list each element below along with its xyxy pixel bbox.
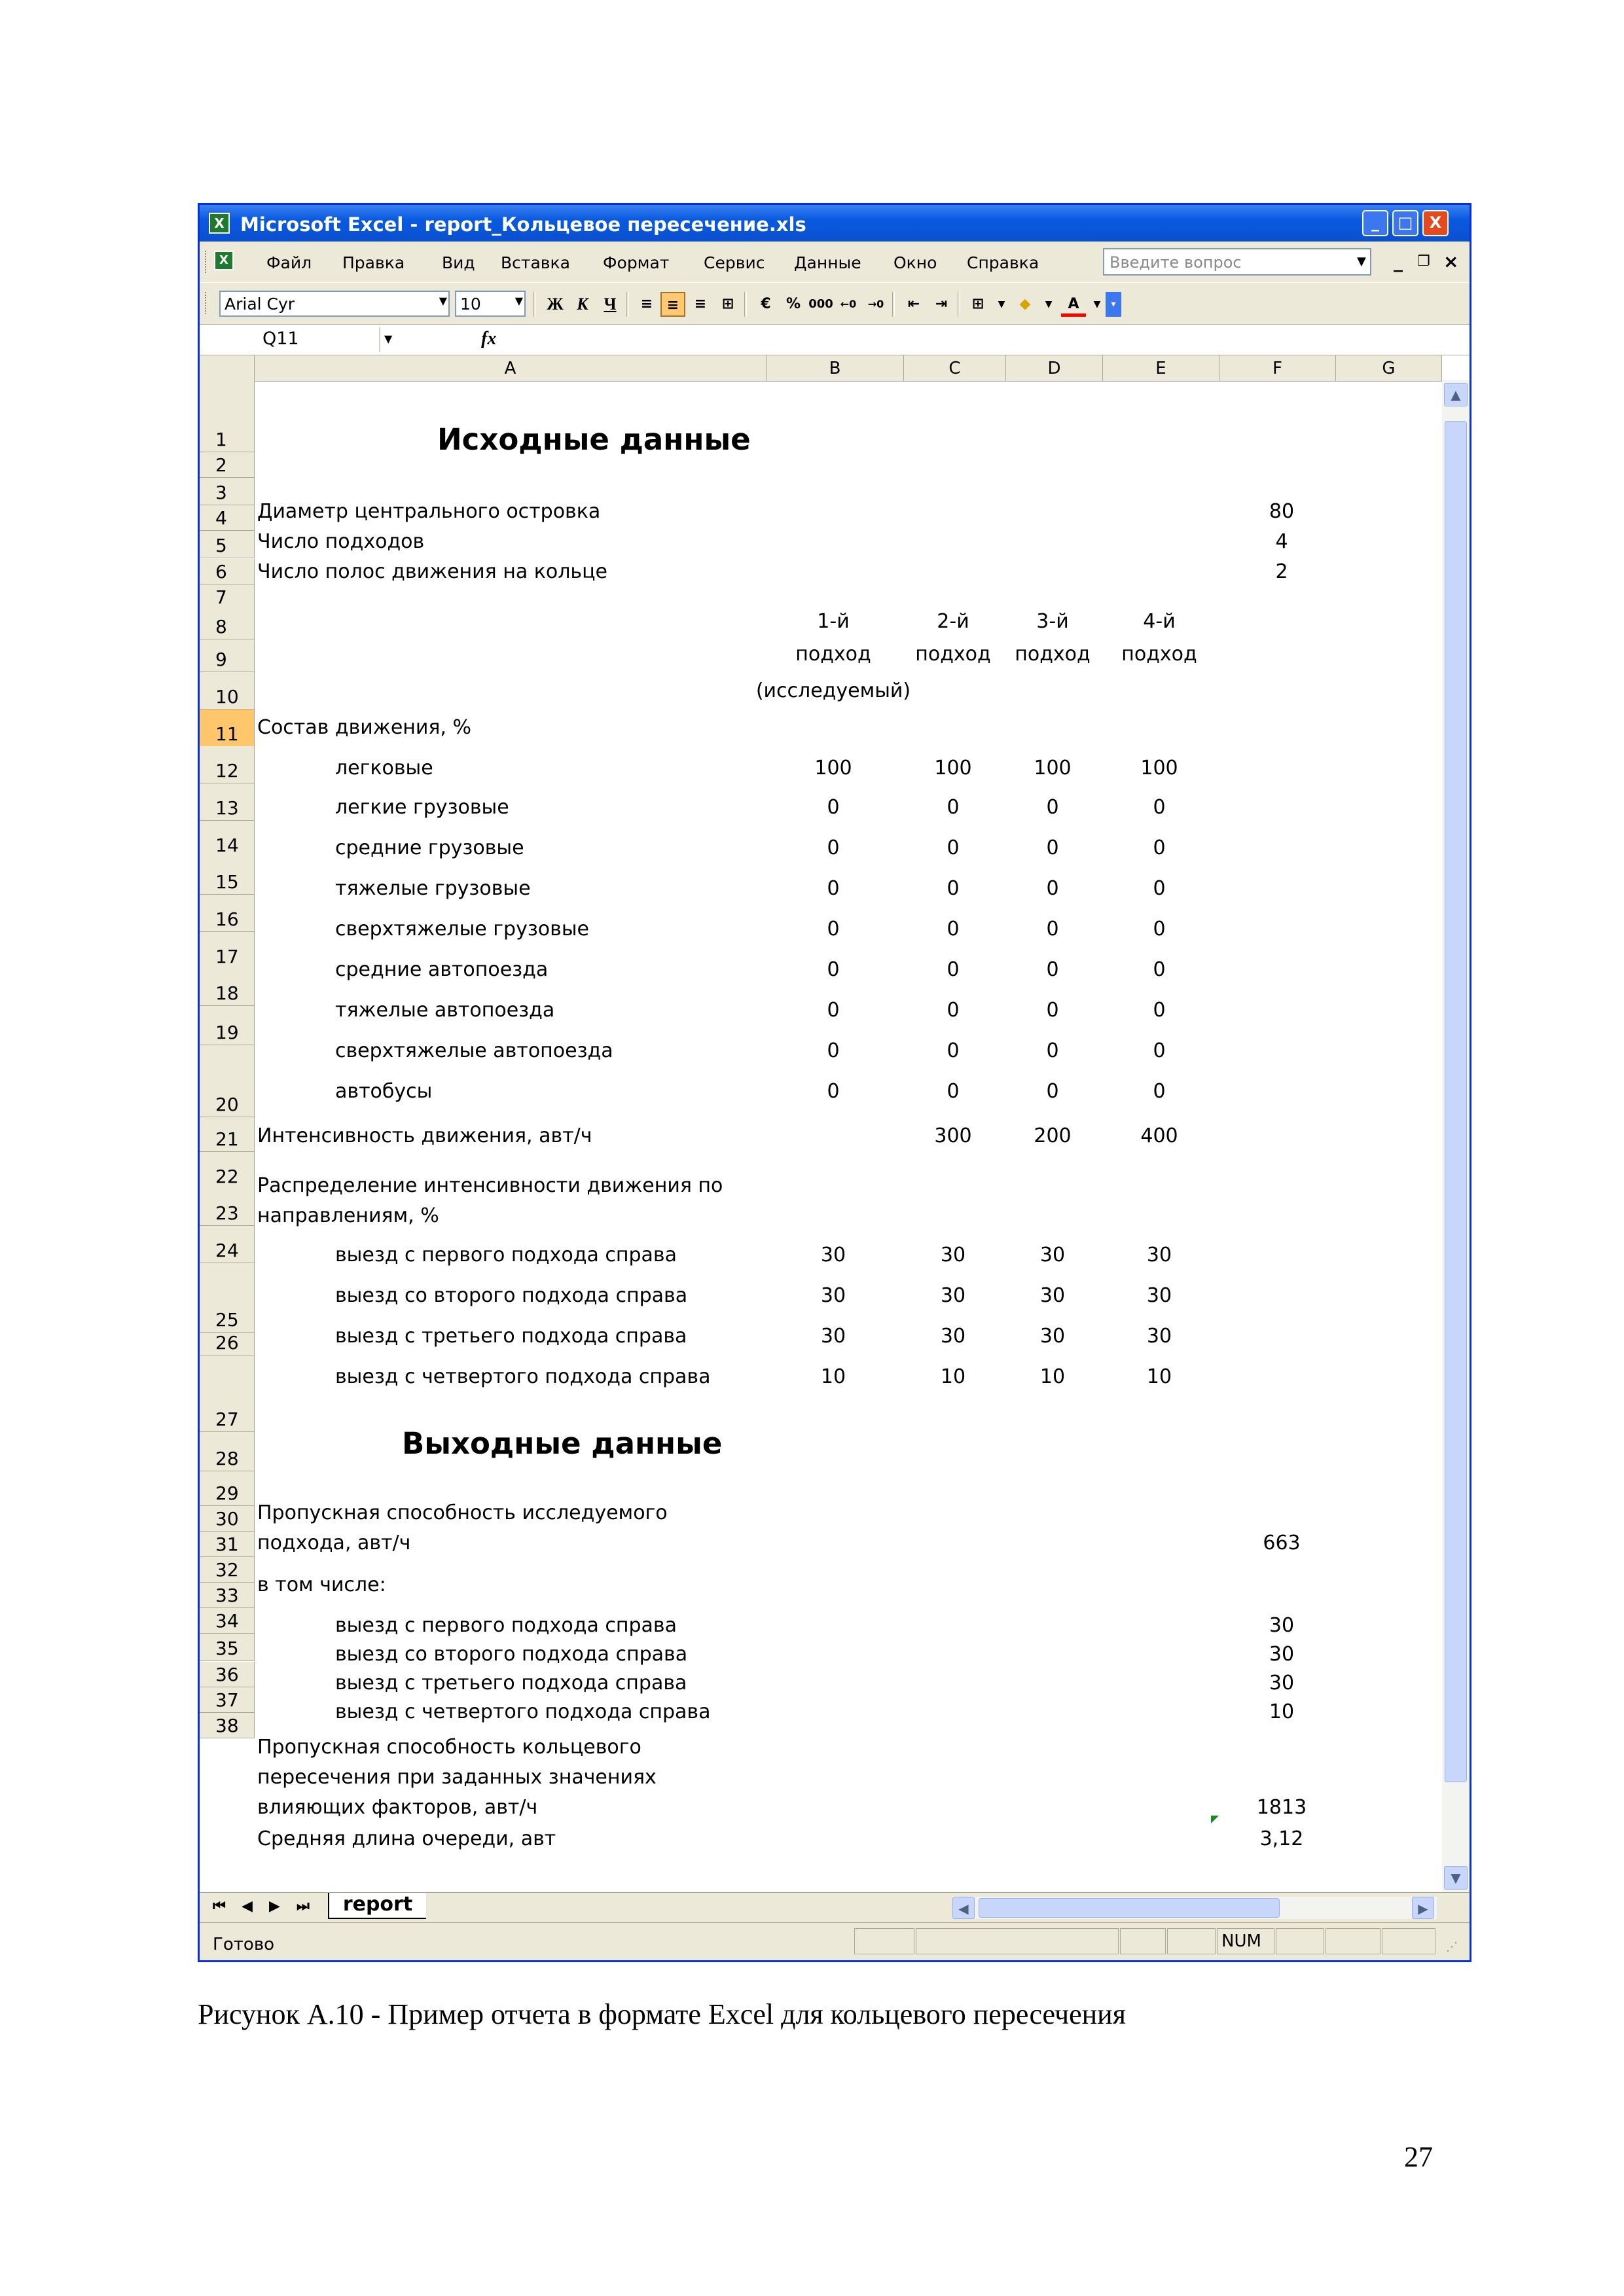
formula-bar bbox=[200, 324, 1470, 355]
row-header[interactable]: 5 bbox=[200, 531, 255, 558]
capacity-value: 663 bbox=[1263, 1532, 1301, 1554]
exit-row-label: выезд с третьего подхода справа bbox=[335, 1672, 687, 1695]
ring-capacity-label: пересечения при заданных значениях bbox=[257, 1766, 657, 1789]
composition-row-label: сверхтяжелые автопоезда bbox=[335, 1039, 613, 1062]
decrease-indent-icon[interactable]: ⇤ bbox=[907, 296, 920, 312]
menu-edit[interactable]: Правка bbox=[342, 253, 405, 272]
scroll-down-button[interactable]: ▼ bbox=[1444, 1866, 1468, 1890]
composition-value: 0 bbox=[1153, 918, 1166, 941]
row-header[interactable]: 32 bbox=[200, 1557, 255, 1583]
error-indicator-icon bbox=[1211, 1816, 1219, 1823]
composition-value: 0 bbox=[827, 796, 840, 819]
chevron-down-icon[interactable]: ▼ bbox=[1357, 255, 1366, 268]
composition-value: 0 bbox=[1046, 877, 1059, 900]
status-panel bbox=[1326, 1928, 1380, 1954]
approach-header: (исследуемый) bbox=[755, 679, 911, 702]
chevron-down-icon[interactable]: ▼ bbox=[998, 299, 1005, 310]
chevron-down-icon[interactable]: ▼ bbox=[439, 295, 447, 307]
param-value: 80 bbox=[1269, 500, 1295, 523]
row-header[interactable]: 23 bbox=[200, 1189, 255, 1226]
direction-value: 30 bbox=[940, 1284, 966, 1307]
composition-value: 0 bbox=[1153, 958, 1166, 981]
composition-value: 0 bbox=[947, 877, 960, 900]
direction-value: 10 bbox=[940, 1365, 966, 1388]
row-header[interactable]: 6 bbox=[200, 559, 255, 584]
composition-value: 0 bbox=[1153, 836, 1166, 859]
menu-data[interactable]: Данные bbox=[794, 253, 861, 272]
row-header[interactable]: 30 bbox=[200, 1506, 255, 1532]
row-header[interactable]: 24 bbox=[200, 1226, 255, 1263]
direction-value: 30 bbox=[820, 1244, 846, 1266]
direction-value: 30 bbox=[1039, 1244, 1066, 1266]
column-header-c[interactable]: C bbox=[904, 355, 1006, 382]
menu-insert[interactable]: Вставка bbox=[501, 253, 570, 272]
direction-row-label: выезд с третьего подхода справа bbox=[335, 1325, 687, 1348]
row-header[interactable]: 8 bbox=[200, 609, 255, 639]
row-header[interactable]: 31 bbox=[200, 1532, 255, 1557]
approach-header: подход bbox=[915, 643, 991, 666]
menu-view[interactable]: Вид bbox=[442, 253, 475, 272]
fill-color-icon[interactable]: ◆ bbox=[1019, 296, 1031, 312]
sheet-tab-report[interactable]: report bbox=[328, 1893, 426, 1919]
exit-row-label: выезд с первого подхода справа bbox=[335, 1614, 677, 1637]
underline-button[interactable]: Ч bbox=[604, 295, 617, 314]
composition-value: 0 bbox=[1046, 999, 1059, 1022]
exit-row-label: выезд со второго подхода справа bbox=[335, 1643, 688, 1666]
name-box[interactable]: Q11 bbox=[202, 327, 380, 352]
menu-window[interactable]: Окно bbox=[893, 253, 937, 272]
ring-capacity-label: Пропускная способность кольцевого bbox=[257, 1736, 641, 1759]
toolbar-separator bbox=[626, 292, 629, 317]
including-label: в том числе: bbox=[257, 1573, 386, 1596]
row-header[interactable]: 13 bbox=[200, 783, 255, 821]
direction-row-label: выезд с четвертого подхода справа bbox=[335, 1365, 711, 1388]
align-center-icon[interactable]: ≡ bbox=[660, 292, 685, 317]
align-left-icon[interactable]: ≡ bbox=[640, 296, 653, 312]
first-sheet-icon[interactable]: ⏮ bbox=[213, 1898, 226, 1914]
row-header[interactable]: 18 bbox=[200, 969, 255, 1006]
row-header[interactable]: 10 bbox=[200, 672, 255, 709]
chevron-down-icon[interactable]: ▼ bbox=[1045, 299, 1053, 310]
row-header[interactable]: 17 bbox=[200, 932, 255, 969]
exit-row-value: 30 bbox=[1269, 1614, 1295, 1637]
composition-value: 0 bbox=[1153, 796, 1166, 819]
column-header-g[interactable]: G bbox=[1336, 355, 1442, 382]
composition-row-label: средние грузовые bbox=[335, 836, 524, 859]
approach-header: подход bbox=[1121, 643, 1197, 666]
approach-header: подход bbox=[1015, 643, 1091, 666]
workbook-close-button[interactable]: × bbox=[1443, 251, 1459, 272]
param-label: Диаметр центрального островка bbox=[257, 500, 601, 523]
composition-value: 0 bbox=[947, 836, 960, 859]
composition-value: 0 bbox=[947, 1080, 960, 1103]
composition-value: 100 bbox=[1034, 757, 1072, 780]
status-panel bbox=[1120, 1928, 1166, 1954]
composition-label: Состав движения, % bbox=[257, 716, 472, 739]
font-size-select[interactable] bbox=[455, 291, 526, 317]
window-title: Microsoft Excel - report_Кольцевое пересечение.xls bbox=[240, 213, 806, 236]
composition-value: 0 bbox=[1046, 836, 1059, 859]
exit-row-value: 10 bbox=[1269, 1700, 1295, 1723]
font-color-button[interactable]: A bbox=[1061, 292, 1086, 317]
chevron-down-icon[interactable]: ▼ bbox=[384, 332, 393, 345]
queue-value: 3,12 bbox=[1259, 1827, 1304, 1850]
direction-value: 30 bbox=[820, 1284, 846, 1307]
direction-value: 10 bbox=[1146, 1365, 1172, 1388]
percent-button[interactable]: % bbox=[785, 296, 801, 312]
column-header-b[interactable]: B bbox=[767, 355, 904, 382]
row-header[interactable]: 3 bbox=[200, 478, 255, 505]
composition-value: 100 bbox=[934, 757, 972, 780]
composition-value: 0 bbox=[947, 796, 960, 819]
menu-format[interactable]: Формат bbox=[603, 253, 670, 272]
scroll-up-button[interactable]: ▲ bbox=[1444, 383, 1468, 406]
composition-value: 0 bbox=[1046, 1080, 1059, 1103]
approach-header: 1-й bbox=[817, 610, 850, 633]
composition-value: 0 bbox=[1153, 877, 1166, 900]
status-ready: Готово bbox=[213, 1935, 275, 1954]
composition-value: 0 bbox=[947, 918, 960, 941]
page-number: 27 bbox=[1404, 2141, 1433, 2173]
composition-value: 0 bbox=[947, 1039, 960, 1062]
direction-row-label: выезд со второго подхода справа bbox=[335, 1284, 688, 1307]
composition-value: 0 bbox=[1153, 1080, 1166, 1103]
row-header[interactable]: 11 bbox=[200, 709, 255, 747]
direction-value: 30 bbox=[1146, 1244, 1172, 1266]
direction-value: 10 bbox=[1039, 1365, 1066, 1388]
row-header[interactable]: 9 bbox=[200, 639, 255, 672]
capacity-label: Пропускная способность исследуемого bbox=[257, 1501, 668, 1524]
approach-header: подход bbox=[795, 643, 871, 666]
increase-indent-icon[interactable]: ⇥ bbox=[935, 296, 948, 312]
menu-bar bbox=[200, 242, 1470, 282]
horizontal-scroll-thumb[interactable] bbox=[979, 1898, 1280, 1918]
row-header[interactable]: 34 bbox=[200, 1608, 255, 1634]
close-button[interactable]: X bbox=[1422, 210, 1449, 236]
status-panel bbox=[854, 1928, 914, 1954]
column-header-e[interactable]: E bbox=[1103, 355, 1219, 382]
chevron-down-icon[interactable]: ▼ bbox=[1093, 299, 1101, 310]
font-size-value: 10 bbox=[460, 295, 481, 314]
composition-value: 0 bbox=[827, 1039, 840, 1062]
direction-value: 30 bbox=[940, 1244, 966, 1266]
merge-center-icon[interactable]: ⊞ bbox=[721, 296, 734, 312]
row-header[interactable]: 29 bbox=[200, 1471, 255, 1506]
approach-header: 3-й bbox=[1036, 610, 1069, 633]
composition-value: 0 bbox=[827, 877, 840, 900]
row-header[interactable]: 33 bbox=[200, 1583, 255, 1608]
fx-label: fx bbox=[481, 329, 497, 349]
input-heading: Исходные данные bbox=[437, 422, 751, 457]
composition-value: 0 bbox=[947, 958, 960, 981]
vertical-scroll-thumb[interactable] bbox=[1445, 421, 1467, 1782]
font-name-select[interactable] bbox=[219, 291, 450, 317]
thousands-button[interactable]: 000 bbox=[808, 297, 833, 311]
currency-icon[interactable]: € bbox=[761, 296, 771, 312]
toolbar-separator bbox=[533, 292, 536, 317]
column-header-d[interactable]: D bbox=[1006, 355, 1103, 382]
composition-row-label: сверхтяжелые грузовые bbox=[335, 918, 589, 941]
direction-value: 10 bbox=[820, 1365, 846, 1388]
minimize-button[interactable]: _ bbox=[1362, 210, 1388, 236]
menu-help[interactable]: Справка bbox=[967, 253, 1039, 272]
maximize-button[interactable]: □ bbox=[1392, 210, 1418, 236]
borders-icon[interactable]: ⊞ bbox=[971, 296, 984, 312]
status-panel bbox=[1167, 1928, 1216, 1954]
composition-value: 0 bbox=[1046, 918, 1059, 941]
title-bar[interactable] bbox=[200, 205, 1470, 242]
toolbar-options-icon[interactable]: ▾ bbox=[1106, 292, 1121, 317]
toolbar-separator bbox=[744, 292, 747, 317]
composition-value: 0 bbox=[827, 999, 840, 1022]
composition-row-label: тяжелые автопоезда bbox=[335, 999, 555, 1022]
row-header[interactable]: 4 bbox=[200, 505, 255, 531]
direction-value: 30 bbox=[1039, 1325, 1066, 1348]
help-question-input[interactable]: Введите вопрос bbox=[1103, 248, 1371, 276]
composition-row-label: средние автопоезда bbox=[335, 958, 549, 981]
toolbar-separator bbox=[958, 292, 960, 317]
row-header[interactable]: 26 bbox=[200, 1333, 255, 1355]
direction-value: 30 bbox=[1146, 1284, 1172, 1307]
num-lock-indicator: NUM bbox=[1217, 1928, 1274, 1954]
param-label: Число подходов bbox=[257, 530, 425, 553]
row-header[interactable]: 16 bbox=[200, 895, 255, 932]
composition-row-label: легковые bbox=[335, 757, 433, 780]
row-header[interactable]: 27 bbox=[200, 1355, 255, 1432]
row-header[interactable]: 28 bbox=[200, 1432, 255, 1471]
workbook-restore-button[interactable]: ❐ bbox=[1417, 253, 1430, 270]
ring-capacity-label: влияющих факторов, авт/ч bbox=[257, 1796, 538, 1819]
ring-capacity-value: 1813 bbox=[1256, 1796, 1307, 1819]
row-header[interactable]: 20 bbox=[200, 1045, 255, 1117]
menu-grip[interactable] bbox=[205, 251, 209, 273]
composition-value: 0 bbox=[1153, 1039, 1166, 1062]
row-header[interactable]: 36 bbox=[200, 1662, 255, 1687]
exit-row-label: выезд с четвертого подхода справа bbox=[335, 1700, 711, 1723]
row-header[interactable]: 37 bbox=[200, 1687, 255, 1713]
composition-row-label: тяжелые грузовые bbox=[335, 877, 531, 900]
queue-label: Средняя длина очереди, авт bbox=[257, 1827, 556, 1850]
output-heading: Выходные данные bbox=[402, 1426, 723, 1461]
direction-value: 30 bbox=[940, 1325, 966, 1348]
font-name-value: Arial Cyr bbox=[225, 295, 295, 314]
workbook-icon[interactable]: X bbox=[214, 251, 234, 270]
capacity-label: подхода, авт/ч bbox=[257, 1532, 411, 1554]
exit-row-value: 30 bbox=[1269, 1643, 1295, 1666]
intensity-value: 400 bbox=[1140, 1124, 1178, 1147]
row-header[interactable]: 12 bbox=[200, 746, 255, 783]
figure-caption: Рисунок А.10 - Пример отчета в формате Excel для кольцевого пересечения bbox=[198, 1998, 1126, 2030]
composition-value: 0 bbox=[947, 999, 960, 1022]
scroll-left-button[interactable]: ◀ bbox=[952, 1897, 975, 1919]
bold-button[interactable]: Ж bbox=[547, 295, 564, 314]
row-header[interactable]: 14 bbox=[200, 821, 255, 858]
increase-decimal-icon[interactable]: ←0 bbox=[840, 298, 857, 310]
row-header[interactable]: 21 bbox=[200, 1117, 255, 1152]
next-sheet-icon[interactable]: ▶ bbox=[269, 1898, 280, 1914]
row-header[interactable]: 19 bbox=[200, 1006, 255, 1045]
toolbar-separator bbox=[892, 292, 895, 317]
intensity-value: 300 bbox=[934, 1124, 972, 1147]
param-label: Число полос движения на кольце bbox=[257, 560, 607, 583]
composition-value: 0 bbox=[1046, 796, 1059, 819]
intensity-label: Интенсивность движения, авт/ч bbox=[257, 1124, 592, 1147]
align-right-icon[interactable]: ≡ bbox=[694, 296, 707, 312]
direction-value: 30 bbox=[1039, 1284, 1066, 1307]
composition-row-label: легкие грузовые bbox=[335, 796, 509, 819]
row-header[interactable]: 7 bbox=[200, 584, 255, 610]
status-panel bbox=[1276, 1928, 1324, 1954]
italic-button[interactable]: К bbox=[577, 295, 588, 314]
direction-row-label: выезд с первого подхода справа bbox=[335, 1244, 677, 1266]
composition-value: 0 bbox=[827, 836, 840, 859]
menu-tools[interactable]: Сервис bbox=[704, 253, 765, 272]
composition-value: 100 bbox=[814, 757, 852, 780]
sheet-tab-bar bbox=[200, 1892, 1470, 1923]
row-header[interactable]: 15 bbox=[200, 857, 255, 895]
row-header[interactable]: 25 bbox=[200, 1263, 255, 1333]
workbook-minimize-button[interactable]: _ bbox=[1394, 251, 1403, 272]
composition-value: 0 bbox=[1046, 1039, 1059, 1062]
last-sheet-icon[interactable]: ⏭ bbox=[297, 1898, 310, 1914]
status-bar bbox=[200, 1922, 1470, 1962]
distribution-label: Распределение интенсивности движения по bbox=[257, 1174, 723, 1197]
approach-header: 4-й bbox=[1143, 610, 1176, 633]
status-panel bbox=[916, 1928, 1119, 1954]
row-header[interactable]: 2 bbox=[200, 452, 255, 478]
menu-file[interactable]: Файл bbox=[266, 253, 312, 272]
prev-sheet-icon[interactable]: ◀ bbox=[242, 1898, 253, 1914]
scroll-right-button[interactable]: ▶ bbox=[1412, 1897, 1434, 1919]
composition-value: 0 bbox=[1046, 958, 1059, 981]
param-value: 4 bbox=[1275, 530, 1288, 553]
column-header-a[interactable]: A bbox=[255, 355, 767, 382]
distribution-label: направлениям, % bbox=[257, 1204, 439, 1227]
row-header[interactable]: 1 bbox=[200, 380, 255, 452]
composition-value: 0 bbox=[1153, 999, 1166, 1022]
exit-row-value: 30 bbox=[1269, 1672, 1295, 1695]
row-header[interactable]: 35 bbox=[200, 1634, 255, 1661]
direction-value: 30 bbox=[1146, 1325, 1172, 1348]
composition-value: 100 bbox=[1140, 757, 1178, 780]
resize-grip-icon[interactable]: ⋰ bbox=[1446, 1940, 1458, 1954]
row-header[interactable]: 22 bbox=[200, 1152, 255, 1189]
status-panel bbox=[1382, 1928, 1435, 1954]
chevron-down-icon[interactable]: ▼ bbox=[514, 295, 523, 307]
intensity-value: 200 bbox=[1034, 1124, 1072, 1147]
param-value: 2 bbox=[1275, 560, 1288, 583]
excel-icon[interactable]: X bbox=[209, 213, 230, 234]
decrease-decimal-icon[interactable]: →0 bbox=[867, 298, 884, 310]
column-header-f[interactable]: F bbox=[1219, 355, 1336, 382]
approach-header: 2-й bbox=[937, 610, 969, 633]
row-header[interactable]: 38 bbox=[200, 1713, 255, 1738]
composition-row-label: автобусы bbox=[335, 1080, 433, 1103]
direction-value: 30 bbox=[820, 1325, 846, 1348]
composition-value: 0 bbox=[827, 918, 840, 941]
toolbar-grip[interactable] bbox=[205, 292, 209, 314]
formatting-toolbar bbox=[200, 282, 1470, 325]
function-icon[interactable] bbox=[481, 329, 496, 350]
select-all-corner[interactable] bbox=[200, 355, 255, 382]
composition-value: 0 bbox=[827, 958, 840, 981]
composition-value: 0 bbox=[827, 1080, 840, 1103]
